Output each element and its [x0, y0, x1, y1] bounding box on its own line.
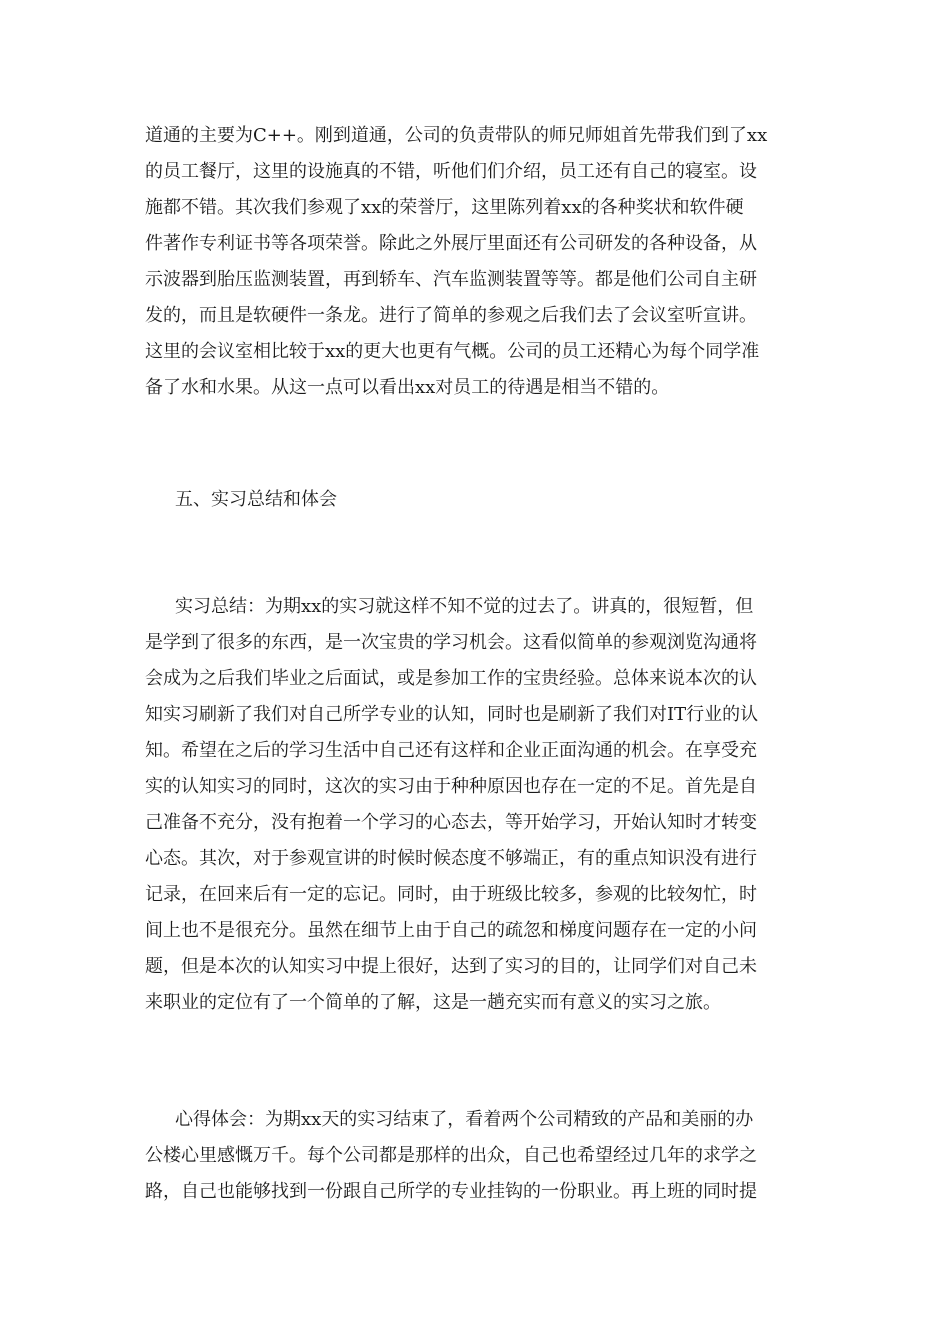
text-line: 路，自己也能够找到一份跟自己所学的专业挂钩的一份职业。再上班的同时提: [145, 1181, 757, 1202]
text-line: 会成为之后我们毕业之后面试，或是参加工作的宝贵经验。总体来说本次的认: [145, 668, 757, 689]
paragraph-internship-summary: [145, 589, 810, 1021]
text-line: 知。希望在之后的学习生活中自己还有这样和企业正面沟通的机会。在享受充: [145, 740, 757, 761]
text-line: 示波器到胎压监测装置，再到轿车、汽车监测装置等等。都是他们公司自主研: [145, 269, 757, 290]
text-line: 己准备不充分，没有抱着一个学习的心态去，等开始学习，开始认知时才转变: [145, 812, 757, 833]
paragraph-reflections: [145, 1102, 810, 1210]
text-line: 实的认知实习的同时，这次的实习由于种种原因也存在一定的不足。首先是自: [145, 776, 757, 797]
text-line: 施都不错。其次我们参观了xx的荣誉厅，这里陈列着xx的各种奖状和软件硬: [145, 197, 744, 218]
text-line: 发的，而且是软硬件一条龙。进行了简单的参观之后我们去了会议室听宣讲。: [145, 305, 757, 326]
text-line: 实习总结：为期xx的实习就这样不知不觉的过去了。讲真的，很短暂，但: [175, 596, 754, 617]
text-line: 来职业的定位有了一个简单的了解，这是一趟充实而有意义的实习之旅。: [145, 992, 721, 1013]
text-line: 知实习刷新了我们对自己所学专业的认知，同时也是刷新了我们对IT行业的认: [145, 704, 759, 725]
text-line: 题，但是本次的认知实习中提上很好，达到了实习的目的，让同学们对自己未: [145, 956, 757, 977]
text-line: 道通的主要为C++。刚到道通，公司的负责带队的师兄师姐首先带我们到了xx: [145, 125, 768, 146]
text-line: 公楼心里感慨万千。每个公司都是那样的出众，自己也希望经过几年的求学之: [145, 1145, 757, 1166]
text-line: 件著作专利证书等各项荣誉。除此之外展厅里面还有公司研发的各种设备，从: [145, 233, 757, 254]
text-line: 是学到了很多的东西，是一次宝贵的学习机会。这看似简单的参观浏览沟通将: [145, 632, 757, 653]
section-heading: [145, 482, 810, 518]
text-line: 间上也不是很充分。虽然在细节上由于自己的疏忽和梯度问题存在一定的小问: [145, 920, 757, 941]
text-line: 心态。其次，对于参观宣讲的时候时候态度不够端正，有的重点知识没有进行: [145, 848, 757, 869]
text-line: 心得体会：为期xx天的实习结束了，看着两个公司精致的产品和美丽的办: [175, 1109, 754, 1130]
text-line: 的员工餐厅，这里的设施真的不错，听他们们介绍，员工还有自己的寝室。设: [145, 161, 757, 182]
section-heading-text: 五、实习总结和体会: [175, 489, 337, 510]
paragraph-company-visit: [145, 118, 810, 406]
text-line: 这里的会议室相比较于xx的更大也更有气概。公司的员工还精心为每个同学准: [145, 341, 760, 362]
text-line: 记录，在回来后有一定的忘记。同时，由于班级比较多，参观的比较匆忙，时: [145, 884, 757, 905]
text-line: 备了水和水果。从这一点可以看出xx对员工的待遇是相当不错的。: [145, 377, 670, 398]
